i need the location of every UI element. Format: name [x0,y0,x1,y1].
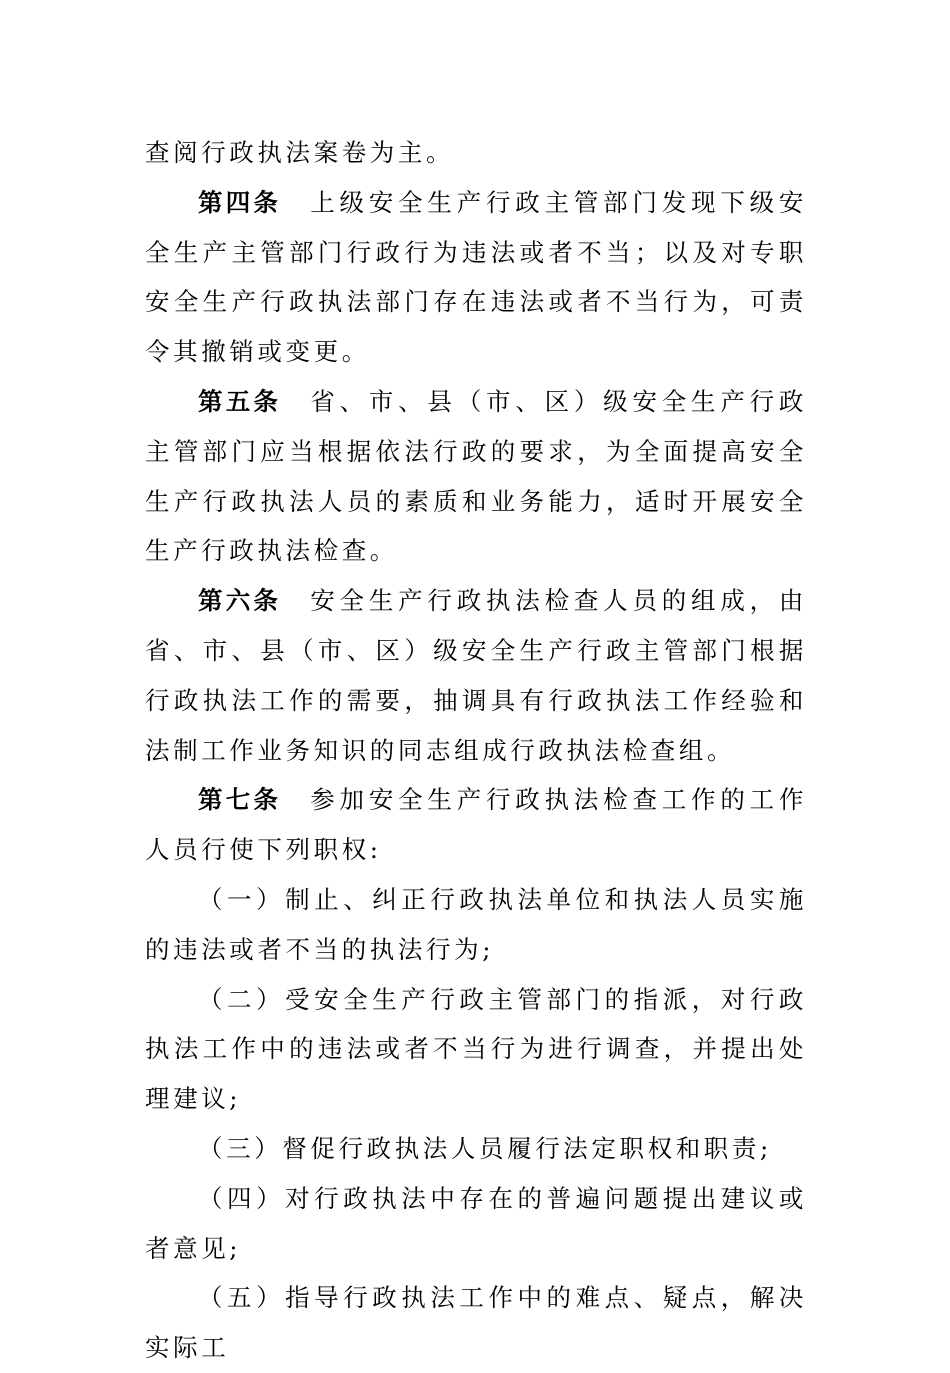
paragraph-text: 上级安全生产行政主管部门发现下级安全生产主管部门行政行为违法或者不当；以及对专职安全生产行政执法部门存在违法或者不当行为，可责令其撤销或变更。 [145,187,808,367]
document-body [145,128,807,1373]
article-6-paragraph [145,576,807,775]
article-5-paragraph [145,377,807,576]
article-number: 第四条 [198,187,282,217]
paragraph-text: 省、市、县（市、区）级安全生产行政主管部门应当根据依法行政的要求，为全面提高安全生产行政执法人员的素质和业务能力，适时开展安全生产行政执法检查。 [145,386,808,566]
article-number: 第六条 [198,586,282,616]
list-item-3 [145,1124,807,1174]
article-7-paragraph [145,775,807,875]
list-item-5 [145,1273,807,1373]
paragraph-text: （四）对行政执法中存在的普遍问题提出建议或者意见; [145,1183,807,1263]
article-number: 第七条 [198,785,282,815]
paragraph-text: 安全生产行政执法检查人员的组成，由省、市、县（市、区）级安全生产行政主管部门根据行政执法工作的需要，抽调具有行政执法工作经验和法制工作业务知识的同志组成行政执法检查组。 [145,586,808,765]
paragraph-text: 查阅行政执法案卷为主。 [145,138,455,167]
paragraph-continuation [145,128,807,178]
paragraph-text: （一）制止、纠正行政执法单位和执法人员实施的违法或者不当的执法行为; [145,884,807,964]
article-number: 第五条 [198,386,282,416]
paragraph-text: 参加安全生产行政执法检查工作的工作人员行使下列职权: [145,785,808,865]
article-4-paragraph [145,178,807,377]
list-item-2 [145,975,807,1124]
list-item-4 [145,1174,807,1274]
paragraph-text: （二）受安全生产行政主管部门的指派，对行政执法工作中的违法或者不当行为进行调查，并提出处理建议; [145,984,807,1114]
list-item-1 [145,875,807,975]
paragraph-text: （三）督促行政执法人员履行法定职权和职责; [198,1133,772,1163]
paragraph-text: （五）指导行政执法工作中的难点、疑点，解决实际工 [145,1283,807,1363]
